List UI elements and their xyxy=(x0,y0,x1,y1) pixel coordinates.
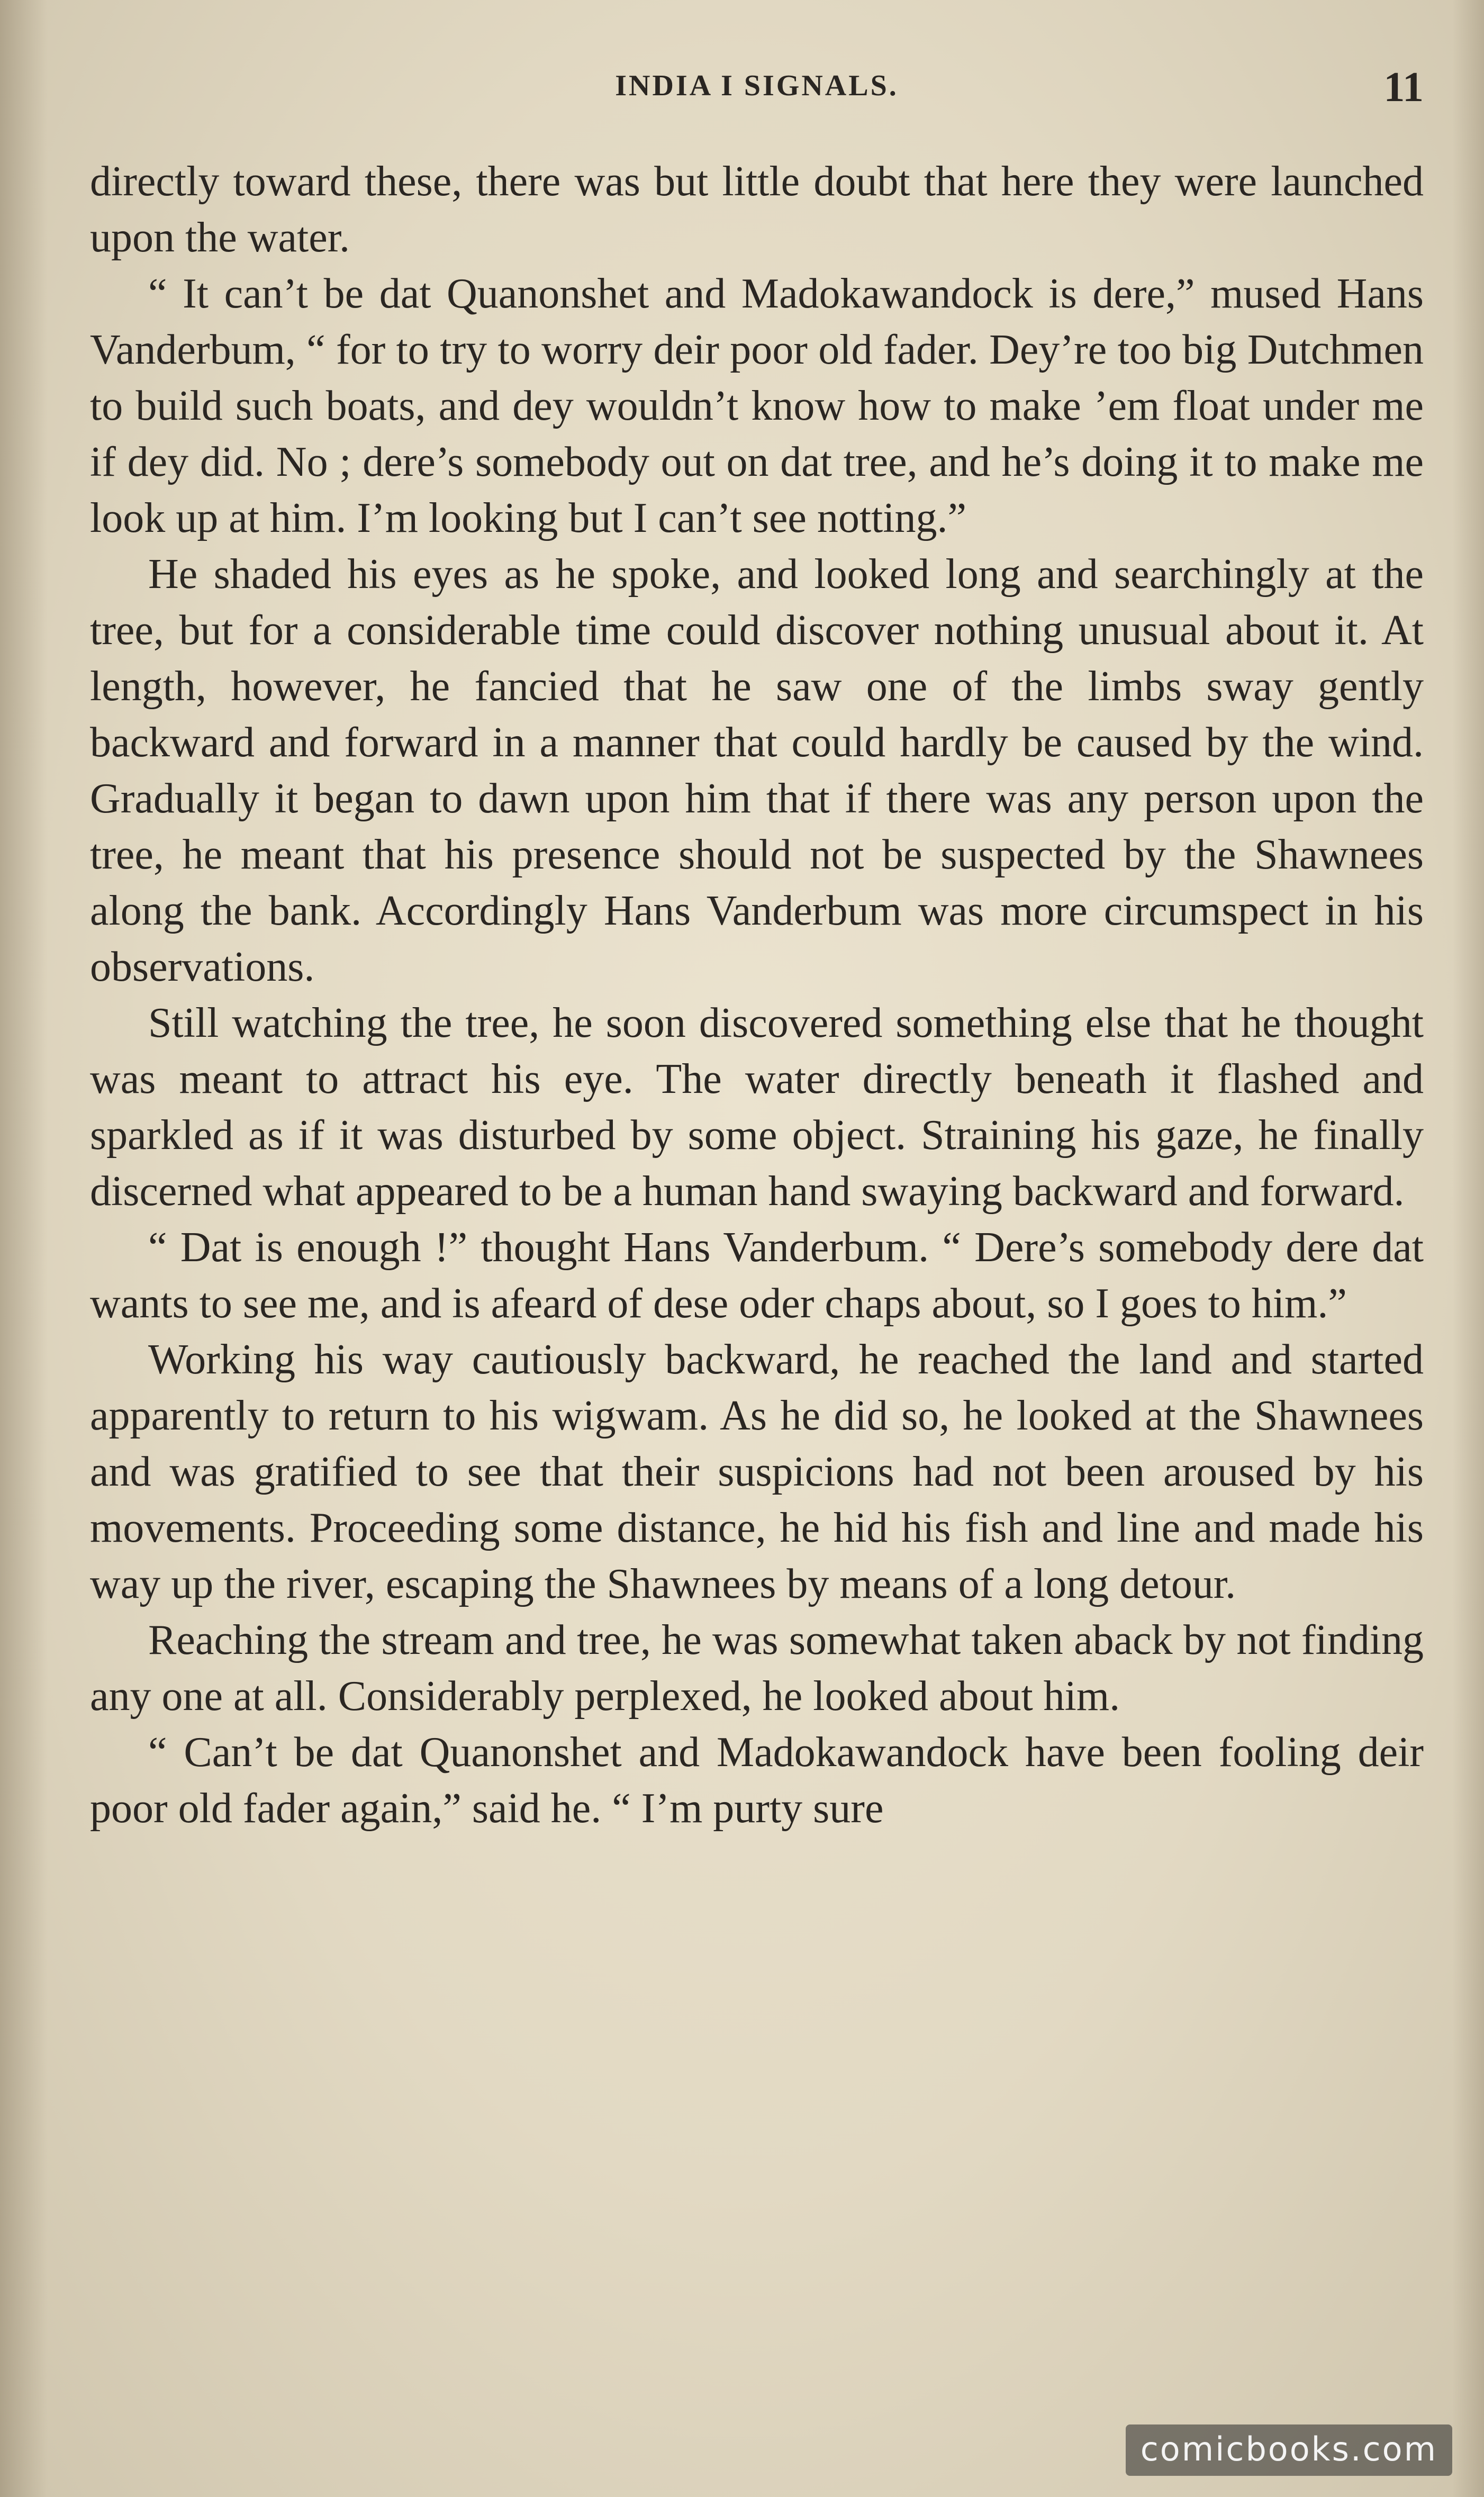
body-text xyxy=(90,153,1424,1836)
page-edge-shadow-right xyxy=(1452,0,1484,2497)
watermark: comicbooks.com xyxy=(1126,2424,1452,2476)
page-header xyxy=(90,64,1424,122)
running-head: INDIA I SIGNALS. xyxy=(615,69,899,102)
paragraph: “ It can’t be dat Quanonshet and Madokawandock is dere,” mused Hans Vanderbum, “ for to try to worry deir poor old fader. Dey’re too big Dutchmen to build such boats, and dey wouldn’t know how to make ’em float under me if dey did. No ; dere’s somebody out on dat tree, and he’s doing it to make me look up at him. I’m looking but I can’t see notting.” xyxy=(90,270,1424,541)
paragraph: directly toward these, there was but little doubt that here they were launched upon the water. xyxy=(90,158,1424,261)
page-edge-shadow xyxy=(0,0,48,2497)
paragraph: Reaching the stream and tree, he was somewhat taken aback by not finding any one at all. Considerably perplexed, he looked about him. xyxy=(90,1617,1424,1720)
paragraph: He shaded his eyes as he spoke, and looked long and searchingly at the tree, but for a considerable time could discover nothing unusual about it. At length, however, he fancied that he saw one of the limbs sway gently backward and forward in a manner that could hardly be caused by the wind. Gradually it began to dawn upon him that if there was any person upon the tree, he meant that his presence should not be suspected by the Shawnees along the bank. Accordingly Hans Vanderbum was more circumspect in his observations. xyxy=(90,551,1424,990)
paragraph: Still watching the tree, he soon discovered something else that he thought was meant to attract his eye. The water directly beneath it flashed and sparkled as if it was disturbed by some object. Straining his gaze, he finally discerned what appeared to be a human hand swaying backward and forward. xyxy=(90,1000,1424,1215)
page-number: 11 xyxy=(1383,64,1424,111)
paragraph: “ Can’t be dat Quanonshet and Madokawandock have been fooling deir poor old fader again,” said he. “ I’m purty sure xyxy=(90,1729,1424,1832)
paragraph: Working his way cautiously backward, he reached the land and started apparently to return to his wigwam. As he did so, he looked at the Shawnees and was gratified to see that their suspicions had not been aroused by his movements. Proceeding some distance, he hid his fish and line and made his way up the river, escaping the Shawnees by means of a long detour. xyxy=(90,1336,1424,1607)
paragraph: “ Dat is enough !” thought Hans Vanderbum. “ Dere’s somebody dere dat wants to see me, and is afeard of dese oder chaps about, so I goes to him.” xyxy=(90,1224,1424,1327)
